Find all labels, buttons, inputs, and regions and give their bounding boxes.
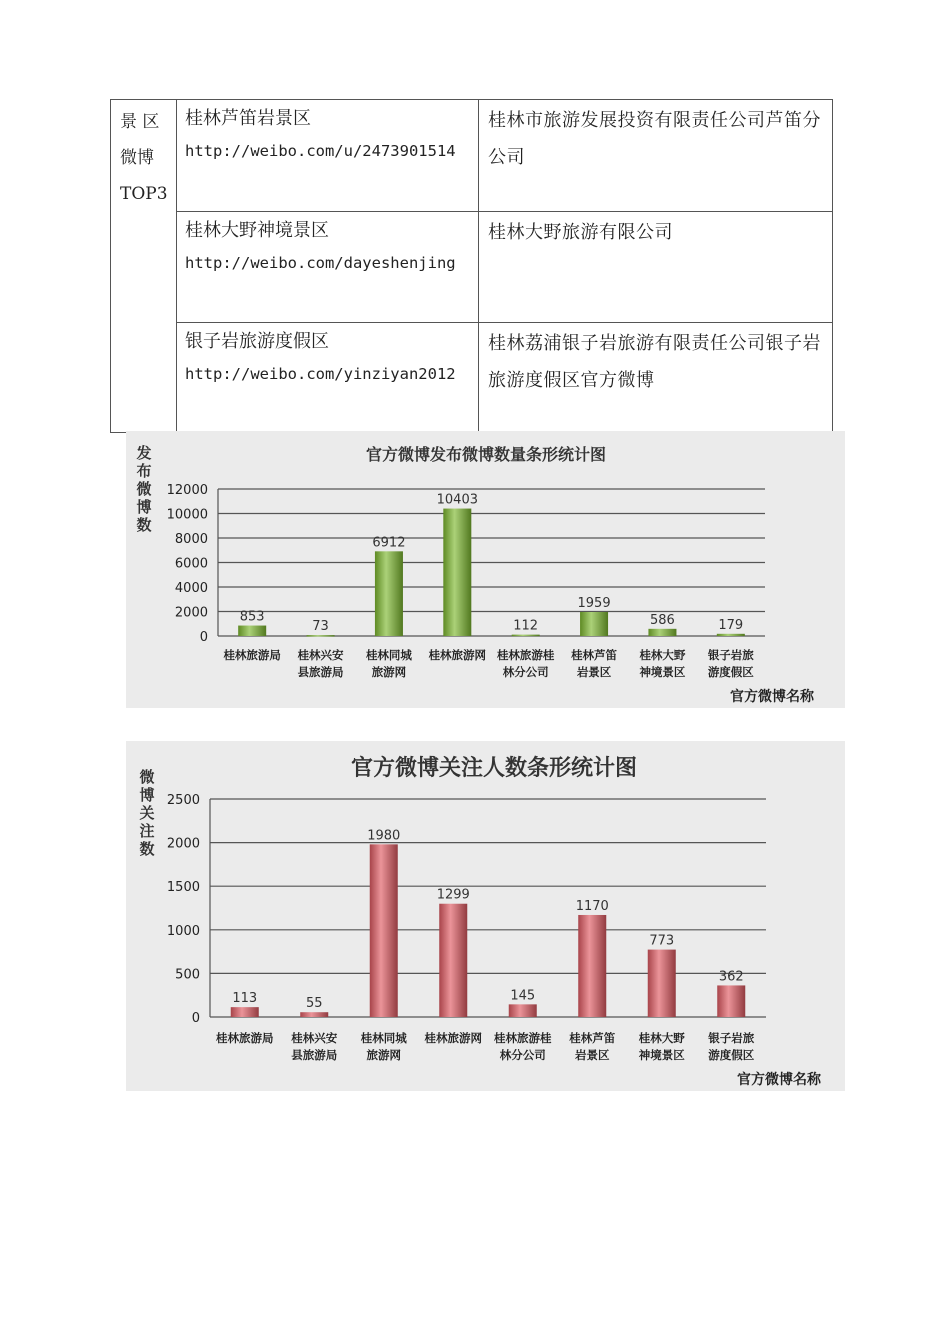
y-axis-label-char: 数 [136,516,152,534]
category-line: 微博 [120,148,154,168]
y-tick-label: 0 [191,1011,200,1026]
y-tick-label: 1500 [166,880,200,896]
y-tick-label: 2000 [174,605,208,621]
x-category-label: 桂林旅游网 [424,1031,482,1045]
y-axis-label-char: 布 [136,462,152,480]
bar [307,635,335,637]
account-cell [177,323,479,433]
account-url: http://weibo.com/u/2473901514 [185,142,456,160]
account-cell [177,100,479,212]
bar-value-label: 73 [312,619,329,635]
x-category-label: 银子岩旅 [707,648,754,662]
chart-posts [126,431,845,708]
y-axis-label-char: 微 [139,768,155,786]
y-tick-label: 2500 [166,793,200,808]
account-url: http://weibo.com/dayeshenjing [185,254,456,272]
bar-value-label: 113 [232,991,258,1007]
bar-value-label: 1299 [436,887,470,903]
x-axis-label: 官方微博名称 [730,689,814,705]
org-name: 桂林市旅游发展投资有限责任公司芦笛分公司 [488,110,821,168]
x-category-label: 桂林旅游局 [223,648,281,662]
bar [580,612,608,636]
chart-followers-box [126,741,845,1091]
bar-value-label: 145 [510,988,536,1004]
bar-value-label: 112 [513,618,539,634]
bar [238,626,266,636]
y-axis-label-char: 注 [139,822,155,840]
x-category-label: 神境景区 [639,665,686,679]
chart-title: 官方微博发布微博数量条形统计图 [365,445,607,464]
account-name: 银子岩旅游度假区 [185,331,329,352]
x-category-label: 游度假区 [708,1048,755,1062]
x-category-label: 桂林旅游桂 [496,648,555,662]
chart-followers [126,741,845,1091]
bar [717,634,745,636]
x-category-label: 桂林旅游局 [216,1031,274,1045]
org-name: 桂林大野旅游有限公司 [488,222,673,243]
account-name: 桂林芦笛岩景区 [185,108,311,129]
y-tick-label: 4000 [174,581,208,596]
y-axis-label-char: 发 [136,444,152,462]
bar [370,844,398,1017]
x-category-label: 银子岩旅 [708,1031,755,1045]
bar-value-label: 773 [649,933,675,949]
bar-value-label: 1170 [575,898,609,914]
x-category-label: 桂林兴安 [297,648,344,662]
x-category-label: 岩景区 [575,1048,610,1062]
bar [578,915,606,1017]
y-axis-label-char: 微 [136,480,152,498]
bar-value-label: 6912 [372,535,406,551]
y-tick-label: 10000 [166,507,208,523]
x-category-label: 桂林同城 [360,1031,407,1045]
y-tick-label: 500 [175,967,200,983]
org-cell [479,212,833,323]
category-line: 景 区 [120,112,160,132]
x-category-label: 县旅游局 [291,1048,338,1062]
x-category-label: 林分公司 [502,665,549,679]
account-cell [177,212,479,323]
category-line: TOP3 [120,184,168,204]
bar-value-label: 853 [239,609,265,625]
account-name: 桂林大野神境景区 [185,220,329,241]
y-axis-label-char: 博 [136,498,152,516]
x-category-label: 桂林旅游桂 [494,1031,552,1045]
y-tick-label: 0 [199,630,208,645]
x-category-label: 岩景区 [576,665,612,679]
x-category-label: 桂林旅游网 [428,648,487,662]
chart-title: 官方微博关注人数条形统计图 [350,756,638,781]
y-tick-label: 6000 [174,556,208,572]
bar [231,1007,259,1017]
bar [375,551,403,636]
bar [648,629,676,636]
x-category-label: 旅游网 [371,665,407,679]
bar-value-label: 362 [718,969,744,985]
x-category-label: 桂林大野 [638,1031,685,1045]
scenic-weibo-table [110,99,833,433]
x-category-label: 旅游网 [366,1048,401,1062]
x-category-label: 神境景区 [638,1048,685,1062]
bar-value-label: 586 [650,612,675,628]
bar-value-label: 179 [718,617,744,633]
bar [717,985,745,1017]
org-cell [479,323,833,433]
x-category-label: 桂林同城 [365,648,412,662]
y-tick-label: 2000 [166,836,200,852]
y-axis-label-char: 数 [139,840,155,858]
bar [443,509,471,636]
x-axis-label: 官方微博名称 [737,1072,821,1088]
x-category-label: 县旅游局 [297,665,344,679]
bar [509,1004,537,1017]
account-url: http://weibo.com/yinziyan2012 [185,365,456,383]
x-category-label: 游度假区 [707,665,754,679]
bar [512,635,540,637]
bar-value-label: 10403 [436,492,478,508]
y-tick-label: 1000 [166,923,200,939]
chart-posts-box [126,431,845,708]
y-axis-label-char: 博 [139,786,155,804]
x-category-label: 桂林大野 [639,648,686,662]
x-category-label: 桂林芦笛 [569,1031,616,1045]
bar [300,1012,328,1017]
bar [648,950,676,1017]
x-category-label: 林分公司 [499,1048,546,1062]
bar [439,904,467,1017]
y-tick-label: 12000 [166,483,208,498]
category-cell [111,100,177,433]
bar-value-label: 1959 [577,596,611,612]
x-category-label: 桂林芦笛 [571,648,618,662]
bar-value-label: 55 [305,996,323,1012]
y-axis-label-char: 关 [139,804,155,822]
x-category-label: 桂林兴安 [291,1031,338,1045]
bar-value-label: 1980 [367,828,401,844]
org-cell [479,100,833,212]
y-tick-label: 8000 [174,532,208,547]
org-name: 桂林荔浦银子岩旅游有限责任公司银子岩旅游度假区官方微博 [488,333,821,391]
